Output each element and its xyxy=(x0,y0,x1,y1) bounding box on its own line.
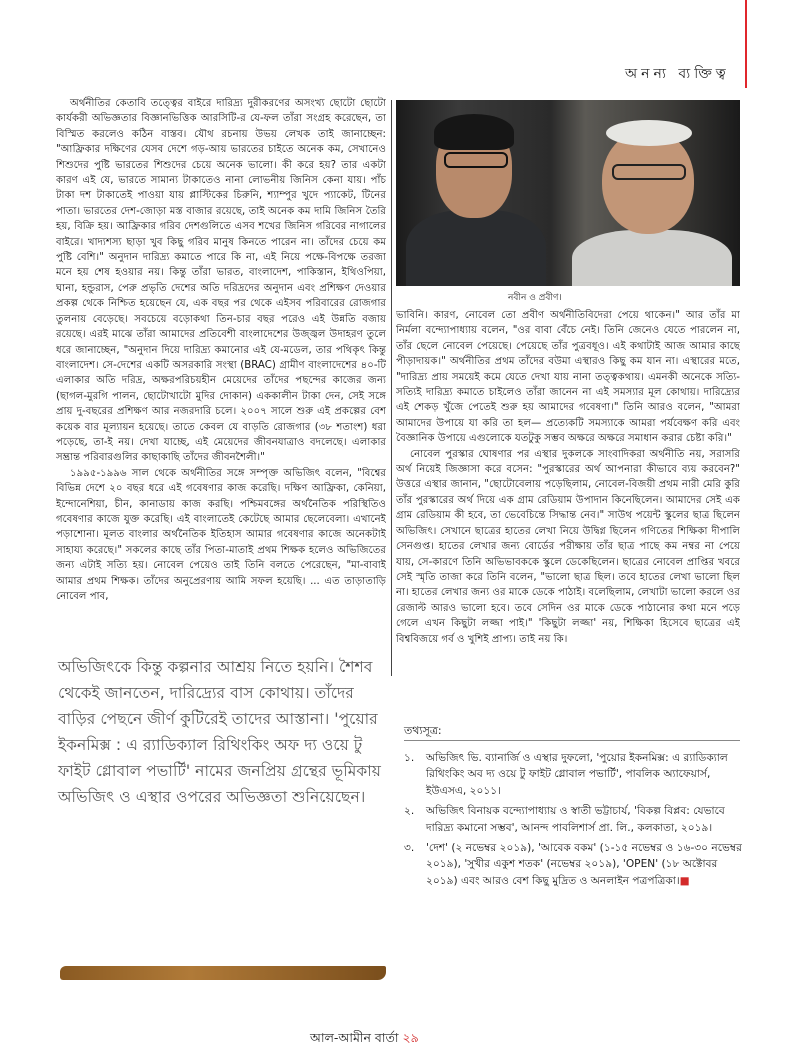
section-title: অনন্য ব্যক্তিত্ব xyxy=(625,66,730,82)
reference-number: ৩. xyxy=(404,842,415,855)
pull-quote: অভিজিৎকে কিন্তু কল্পনার আশ্রয় নিতে হয়নি। শৈশব থেকেই জানতেন, দারিদ্র্যের বাস কোথায়। তাঁদের বাড়ির পেছনে জীর্ণ কুটিরেই তাদের আস্তানা। 'পুয়োর ইকনমিক্স : এ র‍্যাডিক্যাল রিথিংকিং অফ দ্য ওয়ে টু ফাইট গ্লোবাল পভার্টি' নামের জনপ্রিয় গ্রন্থের ভূমিকায় অভিজিৎ ও এস্থার ওপরের অভিজ্ঞতা শুনিয়েছেন। xyxy=(58,658,381,806)
right-paragraph-1: ভাবিনি। কারণ, নোবেল তো প্রবীণ অর্থনীতিবিদেরা পেয়ে থাকেন।" আর তাঁর মা নির্মলা বন্দ্যোপাধ্যায় বলেন, "ওর বাবা বেঁচে নেই। তিনি জেনেও যেতে পারলেন না, তাঁর ছেলে নোবেল পেয়েছে। পেয়েছে তাঁর পুত্রবধূও। এই কথাটাই আজ আমার কাছে পীড়াদায়ক।" অর্থনীতির প্রথম তাঁদের বউমা এস্থারও কিছু কম যান না। এস্থারের মতে, "দারিদ্র্য প্রায় সময়েই কমে যেতে দেখা যায় নানা তত্ত্বকথায়। এমনকী অনেকে সত্যি-সত্যিই দারিদ্র্য কমাতে চাইলেও তাঁরা জানেন না এই সমস্যার মূল কোথায়। দারিদ্র্যের এই শেকড় খুঁজে পেতেই শুরু হয় আমাদের গবেষণা।" তিনি আরও বলেন, "আমরা আমাদের উপায়ে যা করি তা হল— প্রত্যেকটি সমস্যাকে আমরা পর্যবেক্ষণ করি এবং বৈজ্ঞানিক উপায়ে এগুলোকে যতটুকু সম্ভব অক্ষরে অক্ষরে সমাধান করার চেষ্টা করি।" xyxy=(396,310,740,445)
left-paragraph-2: ১৯৯৫-১৯৯৬ সাল থেকে অর্থনীতির সঙ্গে সম্পৃক্ত অভিজিৎ বলেন, "বিশ্বের বিভিন্ন দেশে ২০ বছর ধরে এই গবেষণার কাজ করেছি। দক্ষিণ আফ্রিকা, কেনিয়া, ইন্দোনেশিয়া, চীন, কানাডায় কাজ করছি। পশ্চিমবঙ্গের অর্থনৈতিক পরিস্থিতিও গবেষণার কাজে যুক্ত করেছি। এই বাংলাতেই কেটেছে আমার ছেলেবেলা। এখানেই পড়াশোনা। মূলত বাংলার অর্থনৈতিক ইতিহাস আমার গবেষণার কাজে অনেকটাই সাহায্য করেছে।" সকলের কাছে তাঁর পিতা-মাতাই প্রথম শিক্ষক হলেও অভিজিতের জন্য এটাই সত্যি হয়। নোবেল পেয়েও তাই তিনি বলতে পেরেছেন, "মা-বাবাই আমার প্রথম শিক্ষক। তাঁদের অনুপ্রেরণায় আমি সফল হয়েছি। ... এত তাড়াতাড়ি নোবেল পাব, xyxy=(56,467,386,602)
references-rule xyxy=(404,740,740,741)
brush-stroke-decoration xyxy=(60,966,386,980)
page-number: ২৯ xyxy=(402,1030,419,1045)
reference-item xyxy=(404,750,744,799)
references-list xyxy=(404,750,744,893)
right-column xyxy=(396,308,740,688)
page-footer xyxy=(310,1030,419,1050)
column-divider xyxy=(391,100,392,676)
magazine-name: আল-আমীন বার্তা xyxy=(310,1030,399,1045)
portrait-photo xyxy=(396,100,740,286)
reference-text: অভিজিৎ বিনায়ক বন্দ্যোপাধ্যায় ও স্বাতী ভট্টাচার্য, 'বিকল্প বিপ্লব: যেভাবে দারিদ্র্য কমানো সম্ভব', আনন্দ পাবলিশার্স প্রা. লি., কলকাতা, ২০১৯। xyxy=(426,805,725,834)
reference-text: অভিজিৎ ভি. ব্যানার্জি ও এস্থার দুফলো, 'পুয়োর ইকনমিক্স: এ র‍্যাডিক্যাল রিথিংকিং অব দ্য ওয়ে টু ফাইট গ্লোবাল পভার্টি', পাবলিক অ্যাফেয়ার্স, ইউএসএ, ২০১১। xyxy=(426,752,728,797)
left-paragraph-1: অর্থনীতির কেতাবি তত্ত্বের বাইরে দারিদ্র্য দুরীকরণের অসংখ্য ছোটো ছোটো কার্যকরী অভিজ্ঞতার বিজ্ঞানভিত্তিক আরসিটি-র যে-ফল তাঁরা সংগ্রহ করেছেন, তা বিস্মিত করলেও কঠিন বাস্তব। যৌথ রচনায় উভয় লেখক তাই জানাচ্ছেন: "আফ্রিকার দক্ষিণের যেসব দেশে গড়-আয় ভারতের চাইতে অনেক কম, সেখানেও শিশুদের পুষ্টি ভারতের শিশুদের চেয়ে অনেক ভালো। কী করে হয়? তার একটা কারণ এই যে, ভারতে সামান্য টাকাতেও নানা লোভনীয় জিনিস কেনা যায়। পাঁচ টাকা দশ টাকাতেই পাওয়া যায় প্লাস্টিকের চিরুনি, শ্যাম্পুর খুদে প্যাকেট, টিনের পাতা। ভারতের দেশ-জোড়া মস্ত বাজার রয়েছে, তাই অনেক কম দামি জিনিস তৈরি হয়, বিক্রি হয়। আফ্রিকার গরিব দেশগুলিতে এসব শখের জিনিস গরিবের নাগালের বাইরে। খাদ্যশস্য ছাড়া খুব কিছু গরিব মানুষ কিনতে পারেন না। তাঁদের চেয়ে কম পুষ্টি বেশি।" অনুদান দারিদ্র্য কমাতে পারে কি না, এই নিয়ে পক্ষে-বিপক্ষে তরজা মনে হয় শেষ হওয়ার নয়। কিন্তু তাঁরা ভারত, বাংলাদেশ, পাকিস্তান, ইথিওপিয়া, ঘানা, হন্ডুরাস, পেরু প্রভৃতি দেশের অতি দরিদ্রদের অনুদান এবং প্রশিক্ষণ দেওয়ার প্রকল্প থেকে নিশ্চিত হয়েছেন যে, এক বছর পর থেকে এইসব পরিবারের রোজগার তুলনায় বেড়েছে। সবচেয়ে বড়োকথা তিন-চার বছর পরেও এই উন্নতি বজায় রয়েছে। এরই মাঝে তাঁরা আমাদের প্রতিবেশী বাংলাদেশের উজ্জ্বল উদাহরণ তুলে ধরে জানাচ্ছেন, "অনুদান দিয়ে দারিদ্র্য কমানোর এই যে-মডেল, তার পথিকৃৎ কিন্তু বাংলাদেশ। সে-দেশের একটি অসরকারি সংস্থা (BRAC) গ্রামীণ বাংলাদেশের ৪০-টি এলাকার অতি দরিদ্র, অক্ষরপরিচয়হীন মেয়েদের তাঁদের পছন্দের কাজের জন্য (ছাগল-মুরগি পালন, ছোটোখাটো মুদির দোকান) এককালীন টাকা দেন, সেই সঙ্গে প্রায় দু-বছরের প্রশিক্ষণ আর নজরদারি চলে। ২০০৭ সালে শুরু এই প্রকল্পের বেশ কয়েক বার মূল্যায়ন হয়েছে। তাতে কেবল যে বাড়তি রোজগার (৩৮ শতাংশ) ধরা পড়েছে, তা-ই নয়। দেখা যাচ্ছে, এই মেয়েদের জীবনযাত্রাও বদলেছে। এলাকার সম্ভ্রান্ত পরিবারগুলির কাছাকাছি তাঁদের জীবনশৈলী।" xyxy=(56,98,386,464)
person-right-glasses xyxy=(612,164,686,180)
reference-number: ২. xyxy=(404,805,415,818)
reference-item xyxy=(404,803,744,836)
references-title: তথ্যসূত্র: xyxy=(404,724,442,737)
person-right-hair xyxy=(606,120,692,146)
end-mark-icon: ■ xyxy=(679,874,690,887)
reference-item xyxy=(404,840,744,889)
header-accent-rule xyxy=(745,0,747,88)
person-right-body xyxy=(572,230,732,286)
person-left-glasses xyxy=(444,152,508,168)
left-column xyxy=(56,96,386,646)
right-paragraph-2: নোবেল পুরস্কার ঘোষণার পর এস্থার দুকলকে সাংবাদিকরা অর্থনীতি নয়, সরাসরি অর্থ নিয়েই জিজ্ঞাসা করে বসেন: "পুরস্কারের অর্থ আপনারা কীভাবে ব্যয় করবেন?" উত্তরে এস্থার জানান, "ছোটোবেলায় পড়েছিলাম, নোবেল-বিজয়ী প্রথম নারী মেরি কুরি তাঁর পুরস্কারের অর্থ দিয়ে এক গ্রাম রেডিয়াম উপাদান কিনেছিলেন। আমাদের সেই এক গ্রাম রেডিয়াম কী হবে, তা ভেবেচিন্তে সিদ্ধান্ত নেব।" সাউথ পয়েন্ট স্কুলের ছাত্র ছিলেন অভিজিৎ। সেখানে ছাত্রের হাতের লেখা নিয়ে উদ্বিগ্ন ছিলেন গণিতের শিক্ষিকা দীপালি সেনগুপ্ত। হাতের লেখার জন্য বোর্ডের পরীক্ষায় তাঁর ছাত্র পাছে কম নম্বর না পেয়ে যায়, সে-কারণে তিনি অভিভাবককে স্কুলে ডেকেছিলেন। ছাত্রের নোবেল প্রাপ্তির খবরে সেই স্মৃতি তাজা করে তিনি বলেন, "ভালো ছাত্র ছিল। তবে হাতের লেখা ভালো ছিল না। হাতের লেখার জন্য ওর মাকে ডেকে পাঠাই। বলেছিলাম, লেখাটা ভালো করলে ওর রেজাল্ট আরও ভালো হবে। তবে সেদিন ওর মাকে ডেকে পাঠানোর কথা মনে পড়ে গেলে এখন কিছুটা লজ্জা পাই।" 'কিছুটা লজ্জা' নয়, শিক্ষিকা হিসেবে ছাত্রের এই বিশ্ববিজয়ে গর্ব ও খুশিই প্রাপ্য। তাই নয় কি। xyxy=(396,448,740,645)
person-left-body xyxy=(406,210,546,286)
reference-number: ১. xyxy=(404,752,415,764)
person-left-hair xyxy=(434,114,514,150)
photo-caption: নবীন ও প্রবীণ। xyxy=(508,293,562,303)
reference-text: 'দেশ' (২ নভেম্বর ২০১৯), 'আবেক বকম' (১-১৫ নভেম্বর ও ১৬-৩০ নভেম্বর ২০১৯), 'সুখীর একুশ শতক' (নভেম্বর ২০১৯), 'OPEN' (১৮ অক্টোবর ২০১৯) এবং আরও বেশ কিছু মুদ্রিত ও অনলাইন পত্রপত্রিকা। xyxy=(426,842,742,887)
